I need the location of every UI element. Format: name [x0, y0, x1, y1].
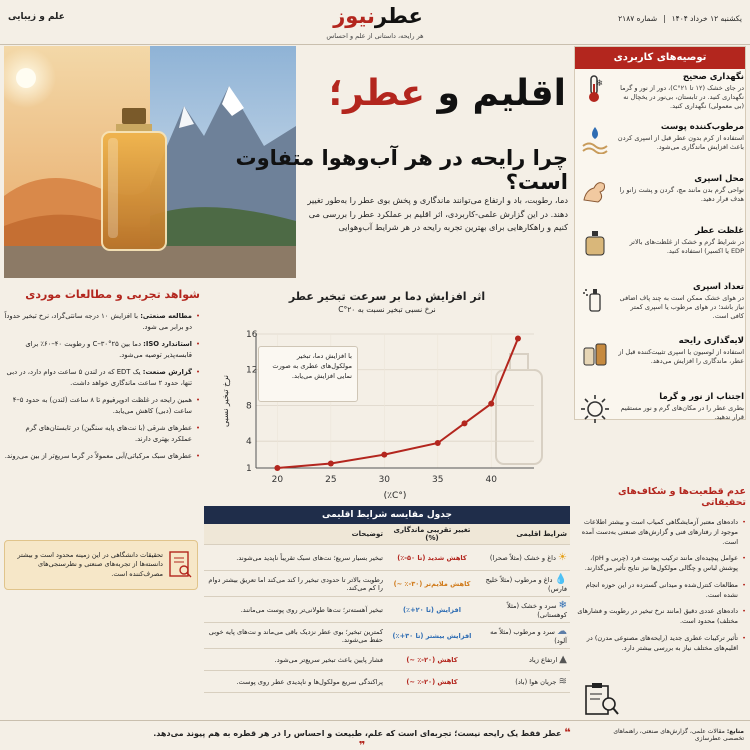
- tip-moisturizer: مرطوب‌کننده پوست استفاده از کرم بدون عطر قبل از اسپری کردن باعث افزایش ماندگاری می‌شود.: [578, 122, 744, 168]
- finding-item: • گزارش صنعت: یک EDT که در لندن ۵ ساعت دوام دارد، در دبی تنها، حدود ۲ ساعت ماندگاری خواهد داشت.: [4, 367, 200, 388]
- cloud-icon: ☁: [557, 626, 567, 637]
- finding-item: • استاندارد ISO: دما بین ۲۵°C–۳۰ و رطوبت ۴۰–۶۰٪ برای قابسه‌پذیر توصیه می‌شود.: [4, 339, 200, 360]
- y-tick-label: 8: [246, 401, 252, 412]
- sun-icon: ☀: [558, 552, 567, 563]
- finding-item: • مطالعه صنعتی: با افزایش ۱۰ درجه سانتی‌گراد، نرخ تبخیر حدوداً دو برابر می شود.: [4, 311, 200, 332]
- snowflake-icon: ❄: [558, 600, 567, 611]
- hero-subtitle: چرا رایحه در هر آب‌وهوا متفاوت است؟: [235, 146, 568, 194]
- tip-avoid-heat: اجتناب از نور و گرما بطری عطر را در مکان‌های گرم و نور مستقیم قرار ندهید.: [578, 392, 744, 438]
- wind-icon: ≋: [558, 676, 567, 687]
- x-tick-label: 40: [485, 475, 497, 485]
- x-tick-label: 25: [325, 475, 337, 485]
- y-tick-label: 12: [246, 365, 258, 376]
- y-tick-label: 16: [246, 330, 258, 340]
- arm-icon: [578, 174, 612, 208]
- table-row: ☀ داغ و خشک (مثلاً صحرا) کاهش شدید (تا ۵۰-٪) تبخیر بسیار سریع؛ نت‌های سبک تقریباً ناپدید می‌شوند.: [204, 545, 570, 571]
- table-title: جدول مقایسه شرایط اقلیمی: [204, 506, 570, 524]
- finding-item: • عطرهای سبک مرکباتی/آبی معمولاً در گرما سریع‌تر از بین می‌روند.: [4, 451, 200, 462]
- climate-table: [204, 506, 570, 714]
- findings-note: تحقیقات دانشگاهی در این زمینه محدود است و بیشتر دانسته‌ها از تجربه‌های صنعتی و نظرسنجی‌های مصرف‌کننده است.: [4, 540, 198, 590]
- findings-title: شواهد تجربی و مطالعات موردی: [25, 288, 200, 301]
- perfume-bottle-icon: [578, 226, 612, 260]
- tip-storage: نگهداری صحیح در جای خشک (۱۲ تا ۲۱°C)، دور از نور و گرما نگهداری کنید. در تابستان، بی‌نور در یخچال نه (بی معمولی) نگهداری کنید. ❄: [578, 72, 744, 118]
- uncertainty-item: • تأثیر ترکیبات عطری جدید (رایحه‌های مصنوعی مدرن) در اقلیم‌های مختلف نیاز به بررسی بیشتر دارد.: [574, 634, 746, 654]
- finding-item: • عطرهای شرقی (با نت‌های پایه سنگین) در تابستان‌های گرم عملکرد بهتری دارند.: [4, 423, 200, 444]
- footer-quote: ❝ عطر فقط یک رایحه نیست؛ تجربه‌ای است که علم، طبیعت و احساس را در هر قطره به هم پیوند می‌دهد. ❞: [153, 726, 571, 750]
- clipboard-search-icon: [578, 682, 622, 718]
- tip-concentration: غلظت عطر در شرایط گرم و خشک از غلظت‌های بالاتر EDP یا اکسیر) استفاده کنید.: [578, 226, 744, 272]
- data-point: [381, 452, 387, 458]
- data-point: [328, 461, 334, 467]
- x-axis-label: (°C٪): [383, 491, 407, 501]
- bottle-watermark: [496, 370, 542, 464]
- hero-intro: دما، رطوبت، باد و ارتفاع می‌توانند ماندگاری و پخش بوی عطر را به‌طور تغییر دهند. در این گزارش علمی-کاربردی، اثر اقلیم بر عملکرد عطر را بررسی می کنیم و راهکارهایی برای بهترین تجربه رایحه در هر شرایط آب‌وهوایی: [307, 195, 568, 233]
- spray-icon: [578, 282, 612, 316]
- tip-spray-location: محل اسپری نواحی گرم بدن مانند مچ، گردن و پشت زانو را هدف قرار دهید.: [578, 174, 744, 220]
- uncertainty-item: • عوامل پیچیده‌ای مانند ترکیب پوست فرد (چربی و pH)، پوشش لباس و چگالی مولکول‌ها نیز نتایج تأثیر می‌گذارند.: [574, 554, 746, 574]
- issue-info: یکشنبه ۱۲ خرداد ۱۴۰۴ | شماره ۲۱۸۷: [618, 14, 742, 23]
- uncertainty-item: • داده‌های معتبر آزمایشگاهی کمیاب است و بیشتر اطلاعات موجود از رفتارهای فنی و گزارش‌های صنعتی به‌دست آمده است.: [574, 518, 746, 547]
- chart-annotation: با افزایش دما، تبخیر مولکول‌های عطری به صورت نمایی افزایش می‌یابد.: [258, 346, 358, 402]
- uncertainty-title: عدم قطعیت‌ها و شکاف‌های تحقیقاتی: [617, 486, 746, 508]
- x-tick-label: 35: [432, 475, 444, 485]
- uncertainty-item: • مطالعات کنترل‌شده و میدانی گسترده در این حوزه انجام نشده است.: [574, 581, 746, 601]
- data-point: [462, 420, 468, 426]
- climate-comparison-table: [204, 524, 570, 693]
- footer-sources: منابع: مقالات علمی، گزارش‌های صنعتی، راهنماهای تخصصی عطرسازی: [613, 728, 744, 742]
- data-point: [435, 440, 441, 446]
- report-icon: [167, 550, 193, 580]
- tip-layering: لایه‌گذاری رایحه استفاده از لوسیون یا اسپری تثبیت‌کننده قبل از عطر، ماندگاری را افزایش می‌دهد.: [578, 336, 744, 382]
- x-tick-label: 20: [271, 475, 284, 485]
- mountain-icon: ▲: [559, 654, 567, 665]
- uncertainty-list: [574, 518, 746, 653]
- table-row: ☁ سرد و مرطوب (مثلاً مه آلود) افزایش بیشتر (تا ۳۰+٪) کمترین تبخیر؛ بوی عطر نزدیک باقی می‌ماند و نت‌های پایه خوبی حفظ می‌شوند.: [204, 623, 570, 649]
- quote-open-icon: ❝: [564, 726, 571, 739]
- tips-header: توصیه‌های کاربردی: [575, 47, 745, 69]
- table-row: ≋ جریان هوا (باد) کاهش (۲۰-٪ ~) پراکندگی سریع مولکول‌ها و ناپدیدی عطر روی پوست.: [204, 671, 570, 693]
- chart-panel: [204, 288, 570, 502]
- svg-text:❄: ❄: [595, 79, 603, 89]
- table-row: 💧 داغ و مرطوب (مثلاً خلیج فارس) کاهش ملایم‌تر (۳۰-٪ ~) رطوبت بالاتر تا حدودی تبخیر را کند می‌کند اما تعریق بیشتر دوام را کم می‌کند.: [204, 571, 570, 597]
- uncertainty-item: • داده‌های عددی دقیق (مانند نرخ تبخیر در رطوبت و فشارهای مختلف) محدود است.: [574, 607, 746, 627]
- tip-spray-count: تعداد اسپری در هوای خشک ممکن است به چند پاف اضافی نیاز باشد؛ در هوای مرطوب یا اسپری کمتر کافی است.: [578, 282, 744, 328]
- data-point: [274, 465, 280, 471]
- sun-icon: [578, 392, 612, 426]
- y-tick-label: 4: [246, 437, 252, 448]
- findings-list: [4, 311, 200, 462]
- table-row: ❄ سرد و خشک (مثلاً کوهستانی) افزایش (تا ۲۰+٪) تبخیر آهسته‌تر؛ نت‌ها طولانی‌تر روی پوست می‌مانند.: [204, 597, 570, 623]
- category-label: علم و زیبایی: [8, 12, 65, 22]
- drop-icon: 💧: [554, 574, 567, 585]
- y-tick-label: 1: [246, 464, 252, 474]
- skin-moisture-icon: [578, 122, 612, 156]
- hero-title: اقلیم و عطر؛: [328, 73, 566, 114]
- chart-heading: اثر افزایش دما بر سرعت تبخیر عطر: [288, 290, 486, 303]
- quote-close-icon: ❞: [358, 739, 366, 750]
- chart-subheading: نرخ نسبی تبخیر نسبت به ۲۰°C: [338, 305, 436, 314]
- thermometer-icon: [578, 72, 612, 106]
- issue-number: شماره ۲۱۸۷: [618, 14, 658, 23]
- tagline: هر رایحه، داستانی از علم و احساس: [326, 32, 424, 40]
- bottle-cap-watermark: [510, 354, 528, 370]
- finding-item: • همین رایحه در غلظت ادوپرفیوم تا ۸ ساعت (لندن) به حدود ۵–۴ ساعت (دبی) کاهش می‌یابد.: [4, 395, 200, 416]
- y-axis-label: نرخ تبخیر نسبی: [221, 375, 230, 427]
- table-header-row: شرایط اقلیمی تغییر تقریبی ماندگاری (%) توضیحات: [204, 524, 570, 545]
- table-row: ▲ ارتفاع زیاد کاهش (۲۰-٪ ~) فشار پایین باعث تبخیر سریع‌تر می‌شود.: [204, 649, 570, 671]
- masthead: [0, 0, 750, 44]
- x-tick-label: 30: [378, 475, 391, 485]
- issue-date: یکشنبه ۱۲ خرداد ۱۴۰۴: [671, 14, 742, 23]
- data-point: [515, 335, 521, 341]
- data-point: [488, 401, 494, 407]
- layering-bottles-icon: [578, 336, 612, 370]
- brand-logo: عطرنیوز: [333, 4, 423, 28]
